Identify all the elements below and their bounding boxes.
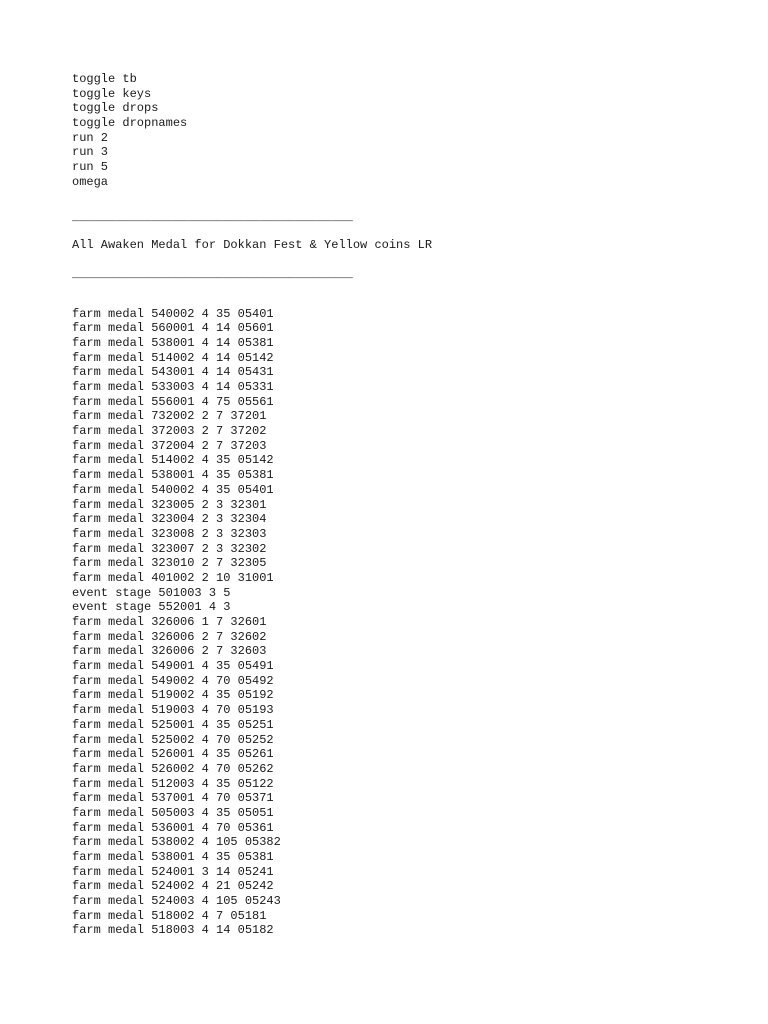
list-item: farm medal 560001 4 14 05601	[72, 321, 274, 336]
list-item: farm medal 538001 4 35 05381	[72, 850, 274, 864]
list-item: farm medal 526002 4 70 05262	[72, 761, 274, 776]
command-line: toggle keys	[72, 86, 152, 101]
list-item: farm medal 512003 4 35 05122	[72, 776, 274, 791]
list-item: farm medal 372004 2 7 37203	[72, 438, 267, 453]
list-item: farm medal 537001 4 70 05371	[72, 791, 274, 806]
list-item: event stage 501003 3 5	[72, 585, 231, 600]
list-item: farm medal 536001 4 70 05361	[72, 820, 274, 835]
list-item: farm medal 323008 2 3 32303	[72, 526, 267, 541]
list-item: farm medal 326006 2 7 32603	[72, 644, 267, 659]
list-item: event stage 552001 4 3	[72, 600, 231, 615]
entry-list	[72, 307, 728, 939]
list-item: farm medal 323004 2 3 32304	[72, 512, 267, 527]
list-item: farm medal 326006 2 7 32602	[72, 629, 267, 644]
list-item: farm medal 556001 4 75 05561	[72, 394, 274, 409]
list-item: farm medal 518003 4 14 05182	[72, 923, 274, 938]
list-item: farm medal 519002 4 35 05192	[72, 688, 274, 703]
list-item: farm medal 518002 4 7 05181	[72, 908, 267, 923]
list-item: farm medal 525002 4 70 05252	[72, 732, 274, 747]
list-item: farm medal 401002 2 10 31001	[72, 570, 274, 585]
separator-line: _______________________________________	[72, 209, 353, 224]
list-item: farm medal 524001 3 14 05241	[72, 864, 274, 879]
command-line: run 3	[72, 145, 109, 160]
command-line: toggle tb	[72, 72, 137, 86]
document-page	[72, 72, 728, 938]
list-item: farm medal 538002 4 105 05382	[72, 835, 281, 850]
list-item: farm medal 538001 4 14 05381	[72, 335, 274, 350]
list-item: farm medal 549001 4 35 05491	[72, 659, 274, 674]
list-item: farm medal 323005 2 3 32301	[72, 497, 267, 512]
list-item: farm medal 514002 4 35 05142	[72, 453, 274, 468]
command-line: toggle dropnames	[72, 116, 188, 131]
command-line: run 2	[72, 130, 109, 145]
list-item: farm medal 505003 4 35 05051	[72, 805, 274, 820]
command-line: omega	[72, 174, 109, 189]
command-line: toggle drops	[72, 101, 159, 116]
list-item: farm medal 538001 4 35 05381	[72, 468, 274, 483]
list-item: farm medal 323010 2 7 32305	[72, 556, 267, 571]
list-item: farm medal 514002 4 14 05142	[72, 350, 274, 365]
separator-line: _______________________________________	[72, 266, 353, 281]
list-item: farm medal 326006 1 7 32601	[72, 615, 267, 629]
list-item: farm medal 323007 2 3 32302	[72, 541, 267, 556]
list-item: farm medal 526001 4 35 05261	[72, 747, 274, 762]
list-item: farm medal 732002 2 7 37201	[72, 409, 267, 424]
list-item: farm medal 540002 4 35 05401	[72, 482, 274, 497]
list-item: farm medal 533003 4 14 05331	[72, 380, 274, 394]
list-item: farm medal 540002 4 35 05401	[72, 306, 274, 321]
list-item: farm medal 543001 4 14 05431	[72, 365, 274, 380]
command-list	[72, 72, 728, 190]
command-line: run 5	[72, 160, 109, 175]
list-item: farm medal 524002 4 21 05242	[72, 879, 274, 894]
list-item: farm medal 372003 2 7 37202	[72, 424, 267, 439]
list-item: farm medal 525001 4 35 05251	[72, 717, 274, 732]
list-item: farm medal 524003 4 105 05243	[72, 894, 281, 909]
list-item: farm medal 519003 4 70 05193	[72, 703, 274, 718]
section-heading: All Awaken Medal for Dokkan Fest & Yellow coins LR	[72, 238, 433, 253]
list-item: farm medal 549002 4 70 05492	[72, 673, 274, 688]
